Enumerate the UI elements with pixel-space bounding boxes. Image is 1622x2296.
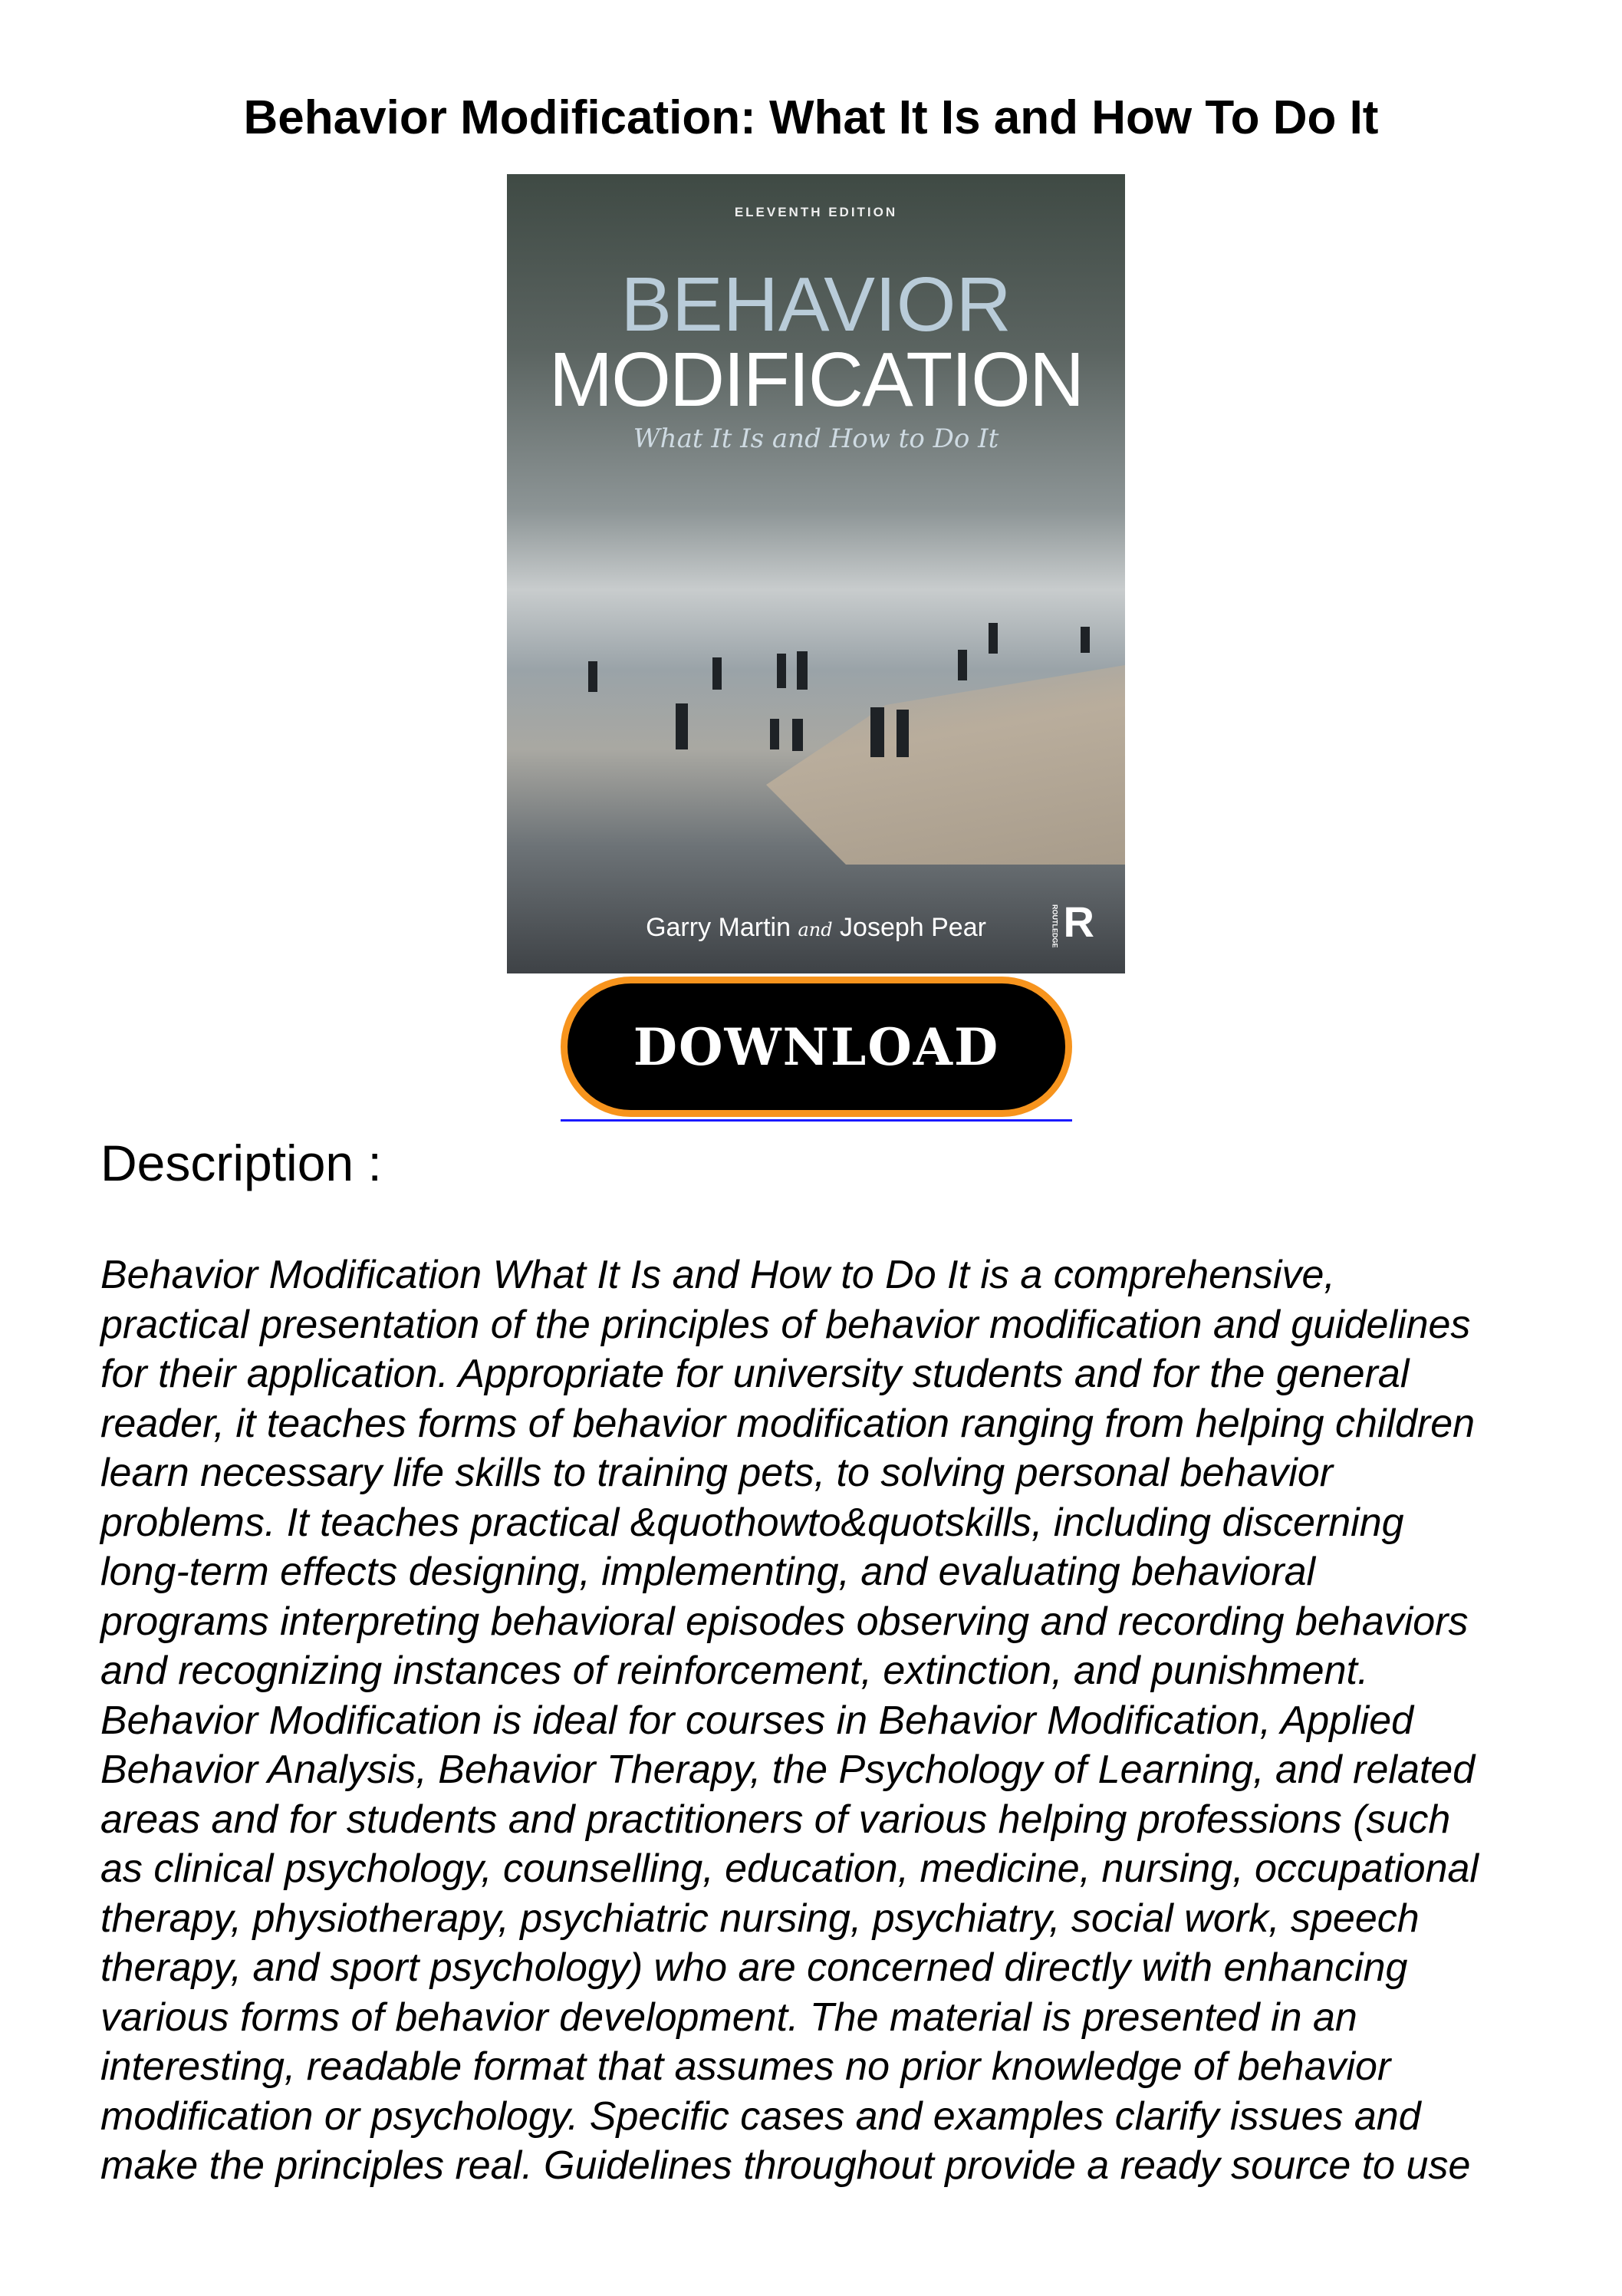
cover-subtitle: What It Is and How to Do It <box>633 423 999 454</box>
publisher-name: ROUTLEDGE <box>1051 904 1059 948</box>
download-button[interactable]: DOWNLOAD <box>561 977 1072 1117</box>
description-line: practical presentation of the principles of behavior modification and guidelines <box>100 1302 1471 1347</box>
description-line: make the principles real. Guidelines throughout provide a ready source to use <box>100 2143 1471 2188</box>
description-line: as clinical psychology, counselling, education, medicine, nursing, occupational <box>100 1846 1479 1891</box>
description-line: Behavior Analysis, Behavior Therapy, the Psychology of Learning, and related <box>100 1748 1476 1792</box>
publisher-logo-letter: R <box>1063 898 1094 946</box>
download-link-underline <box>561 1119 1072 1122</box>
cover-and: and <box>798 919 833 940</box>
cover-authors <box>507 913 1125 943</box>
description-text <box>100 1250 1479 2191</box>
description-line: interesting, readable format that assumes no prior knowledge of behavior <box>100 2044 1391 2089</box>
description-heading: Description : <box>100 1135 382 1191</box>
description-line: Behavior Modification is ideal for courses in Behavior Modification, Applied <box>100 1698 1414 1743</box>
description-line: reader, it teaches forms of behavior modification ranging from helping children <box>100 1401 1476 1446</box>
description-line: therapy, and sport psychology) who are concerned directly with enhancing <box>100 1945 1408 1990</box>
cover-author-2: Joseph Pear <box>840 913 986 942</box>
description-line: Behavior Modification What It Is and How to Do It is a comprehensive, <box>100 1253 1335 1297</box>
description-line: modification or psychology. Specific cases and examples clarify issues and <box>100 2093 1421 2139</box>
page-title: Behavior Modification: What It Is and How To Do It <box>243 91 1379 144</box>
description-line: for their application. Appropriate for university students and for the general <box>100 1352 1410 1396</box>
cover-title-line2: MODIFICATION <box>548 337 1084 423</box>
description-line: various forms of behavior development. The material is presented in an <box>100 1995 1357 2040</box>
book-cover-image <box>507 174 1125 973</box>
description-line: areas and for students and practitioners of various helping professions (such <box>100 1797 1451 1842</box>
publisher-logo-icon <box>1051 897 1094 948</box>
description-line: therapy, physiotherapy, psychiatric nursing, psychiatry, social work, speech <box>100 1896 1420 1941</box>
description-line: programs interpreting behavioral episodes observing and recording behaviors <box>100 1599 1469 1644</box>
description-line: learn necessary life skills to training pets, to solving personal behavior <box>100 1451 1334 1495</box>
cover-author-1: Garry Martin <box>646 913 791 942</box>
description-line: problems. It teaches practical &quothowto&quotskills, including discerning <box>100 1500 1404 1545</box>
cover-title-line1: BEHAVIOR <box>620 262 1012 348</box>
description-line: and recognizing instances of reinforcement, extinction, and punishment. <box>100 1649 1369 1693</box>
cover-edition: ELEVENTH EDITION <box>734 205 898 219</box>
description-line: long-term effects designing, implementing, and evaluating behavioral <box>100 1550 1316 1594</box>
